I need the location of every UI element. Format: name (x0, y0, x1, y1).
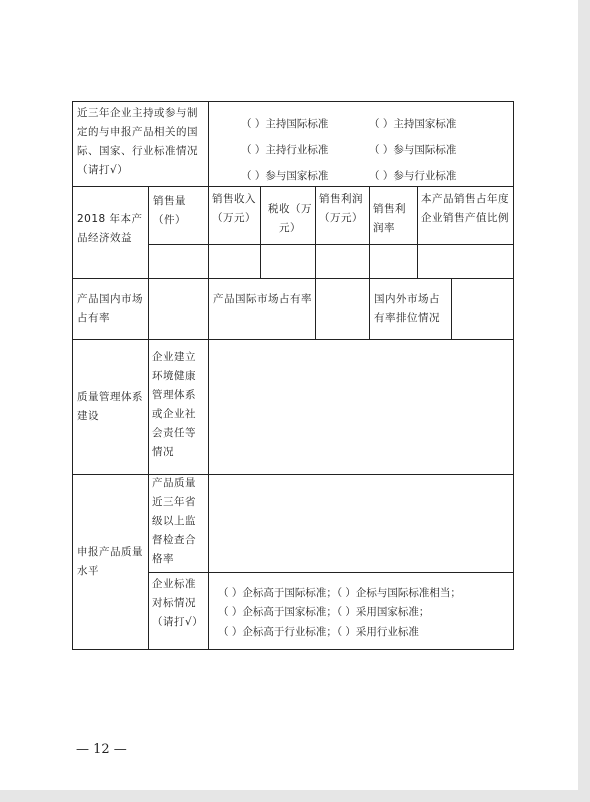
econ-header-profit: 销售利润（万元） (319, 193, 363, 224)
env-health-system-label: 企业建立环境健康管理体系或企业社会责任等情况 (152, 351, 196, 458)
row-divider (148, 572, 513, 573)
row-divider (73, 474, 513, 475)
standards-option[interactable]: （ ）参与行业标准 (369, 170, 457, 182)
standards-option[interactable]: （ ）参与国际标准 (369, 144, 457, 156)
row-divider (73, 339, 513, 340)
col-divider (208, 186, 209, 339)
col-divider (369, 186, 370, 278)
application-form-table (72, 101, 514, 650)
econ-header-sales-revenue: 销售收入（万元） (212, 193, 256, 224)
col-divider (208, 339, 209, 649)
benchmark-option[interactable]: （ ）企标高于国际标准；（ ）企标与国际标准相当； (218, 587, 461, 599)
col-divider (315, 186, 316, 278)
col-divider (208, 102, 209, 186)
domestic-market-share-label: 产品国内市场占有率 (77, 293, 143, 324)
page-shadow (578, 0, 590, 802)
row-divider (148, 244, 513, 245)
quality-mgmt-label: 质量管理体系建设 (77, 391, 143, 422)
econ-header-profit-rate: 销售利润率 (373, 203, 406, 234)
standards-option[interactable]: （ ）主持行业标准 (241, 144, 329, 156)
econ-header-tax: 税收（万元） (268, 203, 312, 234)
benchmark-option[interactable]: （ ）企标高于行业标准；（ ）采用行业标准 (218, 626, 419, 638)
col-divider (260, 186, 261, 278)
product-quality-label: 申报产品质量水平 (77, 546, 143, 577)
benchmark-label: 企业标准对标情况（请打√） (152, 578, 204, 628)
standards-option[interactable]: （ ）参与国家标准 (241, 170, 329, 182)
international-market-share-label: 产品国际市场占有率 (213, 293, 312, 305)
col-divider (417, 186, 418, 278)
col-divider (148, 186, 149, 649)
page-number: — 12 — (76, 742, 127, 757)
market-ranking-label: 国内外市场占有率排位情况 (374, 293, 440, 324)
econ-benefit-label: 2018 年本产品经济效益 (77, 213, 143, 244)
row-divider (73, 278, 513, 279)
econ-header-sales-volume: 销售量（件） (153, 195, 186, 226)
col-divider (451, 278, 452, 339)
page-shadow (0, 790, 590, 802)
col-divider (315, 278, 316, 339)
standards-option[interactable]: （ ）主持国际标准 (241, 118, 329, 130)
col-divider (369, 278, 370, 339)
benchmark-option[interactable]: （ ）企标高于国家标准；（ ）采用国家标准； (218, 606, 430, 618)
inspection-pass-rate-label: 产品质量近三年省级以上监督检查合格率 (152, 477, 196, 565)
standards-option[interactable]: （ ）主持国家标准 (369, 118, 457, 130)
row-divider (73, 186, 513, 187)
standards-question-label: 近三年企业主持或参与制定的与申报产品相关的国际、国家、行业标准情况（请打√） (77, 107, 198, 176)
econ-header-sales-share: 本产品销售占年度企业销售产值比例 (421, 193, 509, 224)
